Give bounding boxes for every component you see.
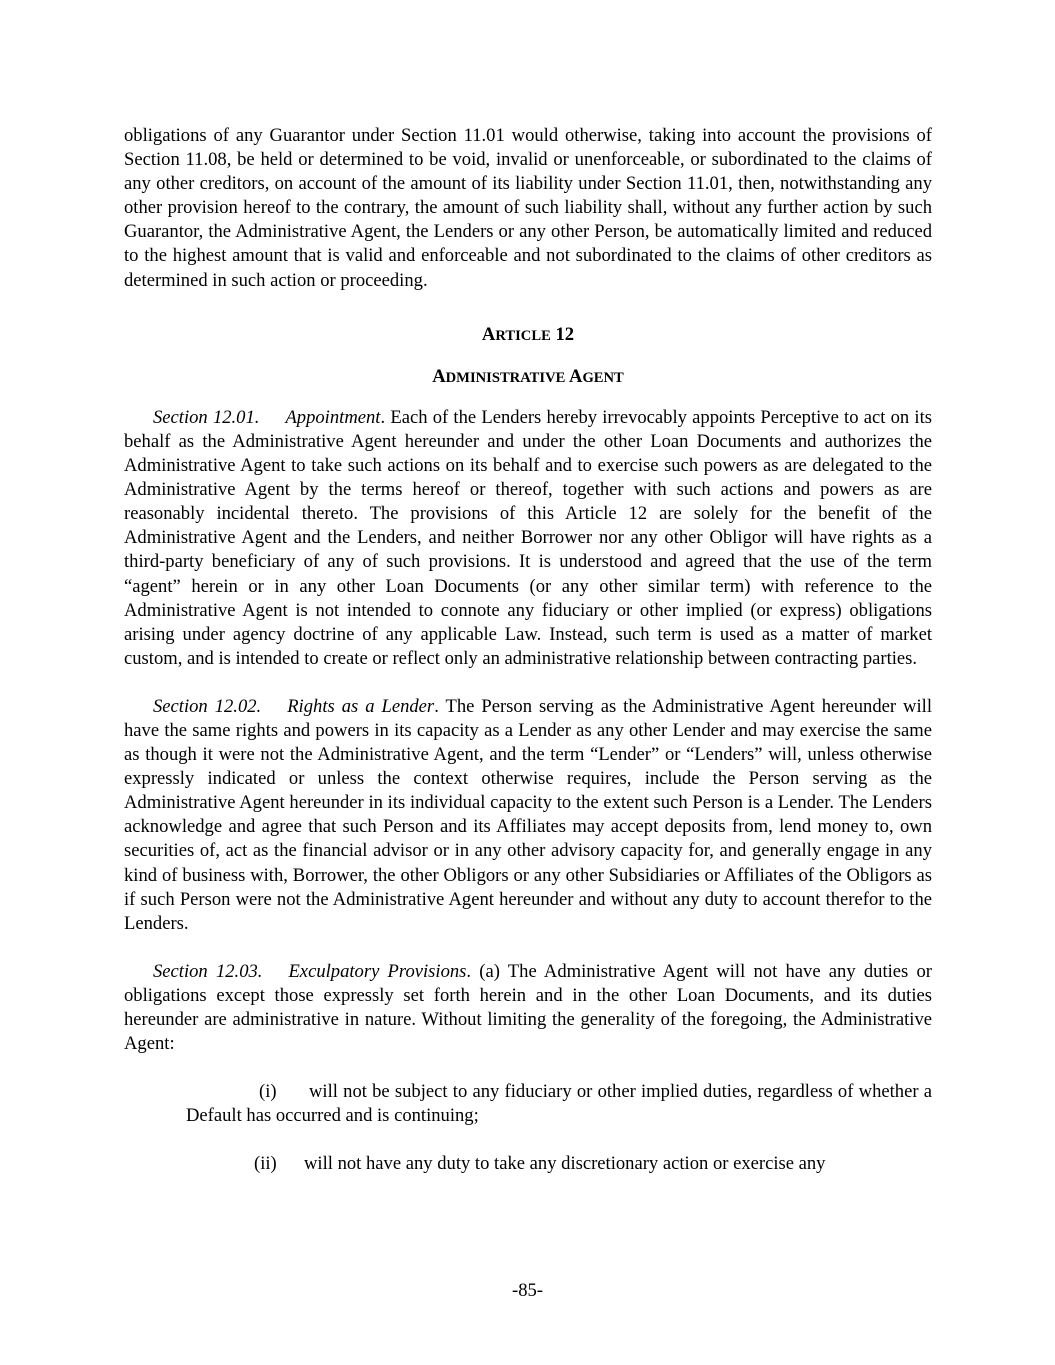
continuation-paragraph: obligations of any Guarantor under Section 11.01 would otherwise, taking into account the provisions of Section 11.08, be held or determined to be void, invalid or unenforceable, or subordinated to the claims of any other creditors, on account of the amount of its liability under Section 11.01, then, notwithstanding any other provision hereof to the contrary, the amount of such liability shall, without any further action by such Guarantor, the Administrative Agent, the Lenders or any other Person, be automatically limited and reduced to the highest amount that is valid and enforceable and not subordinated to the claims of other creditors as determined in such action or proceeding. xyxy=(124,125,932,291)
section-number: Section 12.03. xyxy=(153,960,263,982)
article-title: ARTICLE 12 xyxy=(481,323,575,345)
item-numeral: (ii) xyxy=(254,1153,277,1175)
item-text: will not be subject to any fiduciary or other implied duties, regardless of whether a Default has occurred and is continuing; xyxy=(186,1081,932,1127)
section-text: Each of the Lenders hereby irrevocably appoints Perceptive to act on its behalf as the Administrative Agent hereunder and under the other Loan Documents and authorizes the Administrative Agent to take such actions on its behalf and to exercise such powers as are delegated to the Administrative Agent by the terms hereof or thereof, together with such actions and powers as are reasonably incidental thereto. The provisions of this Article 12 are solely for the benefit of the Administrative Agent and the Lenders, and neither Borrower nor any other Obligor will have rights as a third-party beneficiary of any of such provisions. It is understood and agreed that the use of the term “agent” herein or in any other Loan Documents (or any other similar term) with reference to the Administrative Agent is not intended to connote any fiduciary or other implied (or express) obligations arising under agency doctrine of any applicable Law. Instead, such term is used as a matter of market custom, and is intended to create or reflect only an administrative relationship between contracting parties. xyxy=(124,406,933,669)
page-number: -85- xyxy=(512,1280,543,1301)
section-12-03: Section 12.03. Exculpatory Provisions. (a) The Administrative Agent will not have any duties or obligations except those expressly set forth herein and in the other Loan Documents, and its duties hereunder are administrative in nature. Without limiting the generality of the foregoing, the Administrative Agent: xyxy=(124,960,932,1055)
section-title: Exculpatory Provisions xyxy=(288,960,467,982)
item-text: will not have any duty to take any discretionary action or exercise any xyxy=(304,1153,826,1175)
section-number: Section 12.01. xyxy=(153,406,260,428)
section-title: Appointment xyxy=(285,406,381,428)
list-item xyxy=(124,1080,932,1128)
item-numeral: (i) xyxy=(259,1081,277,1103)
section-12-02: Section 12.02. Rights as a Lender. The Person serving as the Administrative Agent hereunder will have the same rights and powers in its capacity as a Lender as any other Lender and may exercise the same as though it were not the Administrative Agent, and the term “Lender” or “Lenders” will, unless otherwise expressly indicated or unless the context otherwise requires, include the Person serving as the Administrative Agent hereunder in its individual capacity to the extent such Person is a Lender. The Lenders acknowledge and agree that such Person and its Affiliates may accept deposits from, lend money to, own securities of, act as the financial advisor or in any other advisory capacity for, and generally engage in any kind of business with, Borrower, the other Obligors or any other Subsidiaries or Affiliates of the Obligors as if such Person were not the Administrative Agent hereunder and without any duty to account therefor to the Lenders. xyxy=(124,695,932,934)
section-12-01: Section 12.01. Appointment. Each of the Lenders hereby irrevocably appoints Perceptive to act on its behalf as the Administrative Agent hereunder and under the other Loan Documents and authorizes the Administrative Agent to take such actions on its behalf and to exercise such powers as are delegated to the Administrative Agent by the terms hereof or thereof, together with such actions and powers as are reasonably incidental thereto. The provisions of this Article 12 are solely for the benefit of the Administrative Agent and the Lenders, and neither Borrower nor any other Obligor will have rights as a third-party beneficiary of any of such provisions. It is understood and agreed that the use of the term “agent” herein or in any other Loan Documents (or any other similar term) with reference to the Administrative Agent is not intended to connote any fiduciary or other implied (or express) obligations arising under agency doctrine of any applicable Law. Instead, such term is used as a matter of market custom, and is intended to create or reflect only an administrative relationship between contracting parties. xyxy=(124,406,933,669)
section-text: The Person serving as the Administrative Agent hereunder will have the same rights and powers in its capacity as a Lender as any other Lender and may exercise the same as though it were not the Administrative Agent, and the term “Lender” or “Lenders” will, unless otherwise expressly indicated or unless the context otherwise requires, include the Person serving as the Administrative Agent hereunder in its individual capacity to the extent such Person is a Lender. The Lenders acknowledge and agree that such Person and its Affiliates may accept deposits from, lend money to, own securities of, act as the financial advisor or in any other advisory capacity for, and generally engage in any kind of business with, Borrower, the other Obligors or any other Subsidiaries or Affiliates of the Obligors as if such Person were not the Administrative Agent hereunder and without any duty to account therefor to the Lenders. xyxy=(124,695,932,934)
article-heading: ADMINISTRATIVE AGENT xyxy=(432,365,624,387)
list-item xyxy=(124,1152,932,1176)
section-number: Section 12.02. xyxy=(153,695,262,717)
document-page xyxy=(124,124,932,1176)
section-title: Rights as a Lender xyxy=(287,695,435,717)
section-text: (a) The Administrative Agent will not have any duties or obligations except those expressly set forth herein and in the other Loan Documents, and its duties hereunder are administrative in nature. Without limiting the generality of the foregoing, the Administrative Agent: xyxy=(124,960,932,1055)
